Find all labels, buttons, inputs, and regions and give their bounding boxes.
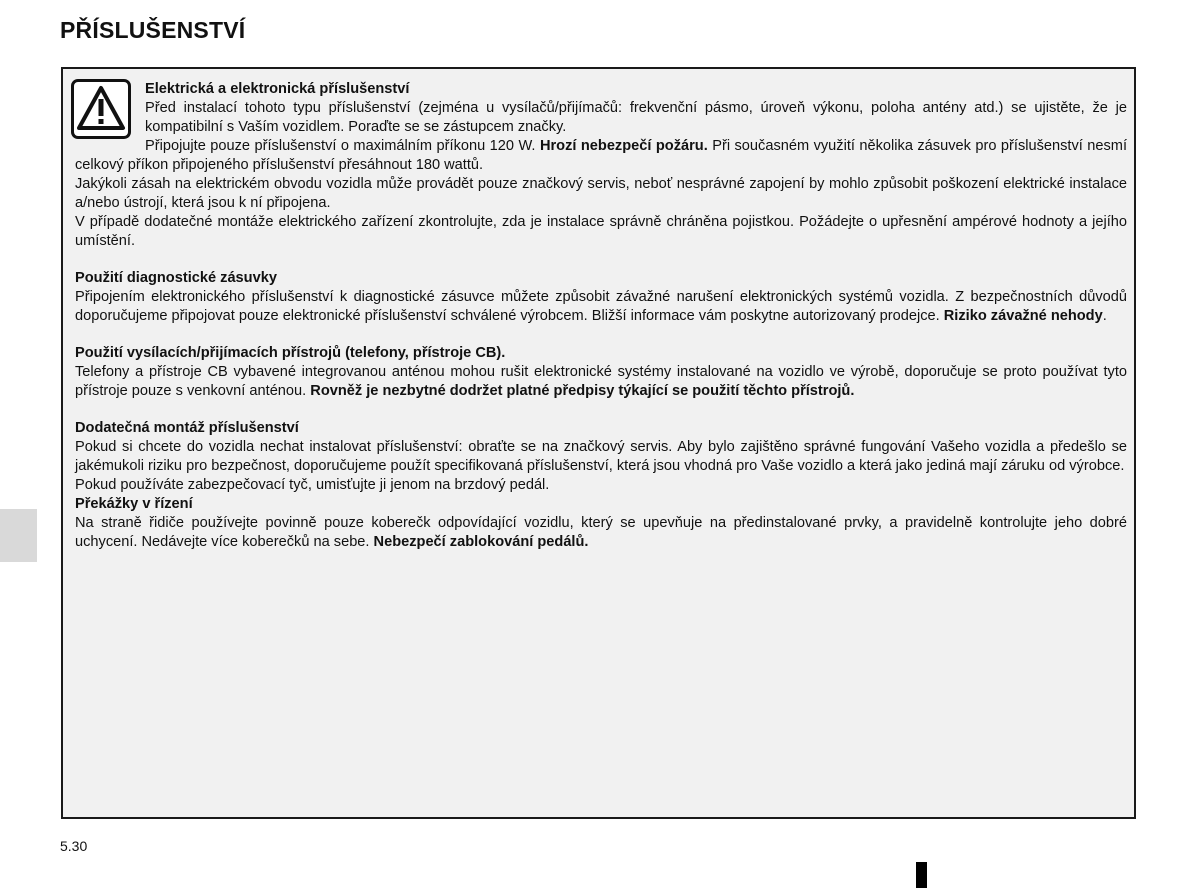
paragraph: Pokud si chcete do vozidla nechat instalovat příslušenství: obraťte se na značkový servis. Aby bylo zajištěno správné fungování Vašeho vozidla a předešlo se jakémukoli riziku pro bezpečnost, doporučujeme použít specifikovaná příslušenství, která jsou vhodná pro Vaše vozidlo a která jako jediná mají záruku od výrobce. <box>75 439 1127 474</box>
page-number: 5.30 <box>60 838 88 854</box>
paragraph-text: Telefony a přístroje CB vybavené integrovanou anténou mohou rušit elektronické systémy instalované na vozidlo ve výrobě, doporučuje se proto používat tyto přístroje pouze s venkovní anténou. <box>75 364 1127 399</box>
paragraph: V případě dodatečné montáže elektrického zařízení zkontrolujte, zda je instalace správně chráněna pojistkou. Požádejte o upřesnění ampérové hodnoty a jejího umístění. <box>75 214 1127 249</box>
paragraph <box>75 137 1127 175</box>
section-heading: Použití diagnostické zásuvky <box>75 270 277 286</box>
paragraph: Před instalací tohoto typu příslušenství (zejména u vysílačů/přijímačů: frekvenční pásmo, úroveň výkonu, poloha antény atd.) se ujistěte, že je kompatibilní s Vaším vozidlem. Poraďte se se zástupcem značky. <box>145 100 1127 135</box>
paragraph: Pokud používáte zabezpečovací tyč, umisťujte ji jenom na brzdový pedál. <box>75 477 550 493</box>
paragraph-emphasis: Nebezpečí zablokování pedálů. <box>373 534 589 550</box>
paragraph-text: Při současném využití několika zásuvek pro příslušenství nesmí celkový příkon připojeného příslušenství přesáhnout 180 wattů. <box>75 138 1128 173</box>
paragraph-text: . <box>1102 308 1107 324</box>
paragraph-text: Připojujte pouze příslušenství o maximálním příkonu 120 W. <box>145 138 540 154</box>
paragraph-text: Na straně řidiče používejte povinně pouze koberečk odpovídající vozidlu, který se upevňuje na předinstalované prvky, a pravidelně kontrolujte jeho dobré uchycení. Nedávejte více koberečků na sebe. <box>75 515 1127 550</box>
paragraph <box>75 514 1127 552</box>
warning-text <box>75 80 1127 552</box>
section-heading: Použití vysílacích/přijímacích přístrojů (telefony, přístroje CB). <box>75 345 506 361</box>
section-heading: Překážky v řízení <box>75 496 193 512</box>
section-heading: Elektrická a elektronická příslušenství <box>145 81 410 97</box>
paragraph-emphasis: Riziko závažné nehody <box>943 308 1103 324</box>
paragraph: Jakýkoli zásah na elektrickém obvodu vozidla může provádět pouze značkový servis, neboť nesprávné zapojení by mohlo způsobit poškození elektrické instalace a/nebo ústrojí, která jsou k ní připojena. <box>75 176 1127 211</box>
paragraph <box>75 288 1127 326</box>
chapter-tab-marker <box>0 509 37 562</box>
paragraph-emphasis: Rovněž je nezbytné dodržet platné předpisy týkající se použití těchto přístrojů. <box>310 383 855 399</box>
paragraph <box>75 363 1127 401</box>
section-driving-obstacles <box>75 495 1127 552</box>
page-title: PŘÍSLUŠENSTVÍ <box>60 17 246 43</box>
section-additional-accessories <box>75 419 1127 495</box>
warning-box <box>61 67 1136 819</box>
page-edge-marker <box>916 862 927 888</box>
paragraph-text: Připojením elektronického příslušenství k diagnostické zásuvce můžete způsobit závažné narušení elektronických systémů vozidla. Z bezpečnostních důvodů doporučujeme připojovat pouze elektronické příslušenství schválené výrobcem. Bližší informace vám poskytne autorizovaný prodejce. <box>75 289 1127 324</box>
paragraph-emphasis: Hrozí nebezpečí požáru. <box>539 138 708 154</box>
section-electrical-accessories <box>75 80 1127 251</box>
section-diagnostic-socket <box>75 269 1127 326</box>
section-heading: Dodatečná montáž příslušenství <box>75 420 299 436</box>
section-transmitters <box>75 344 1127 401</box>
